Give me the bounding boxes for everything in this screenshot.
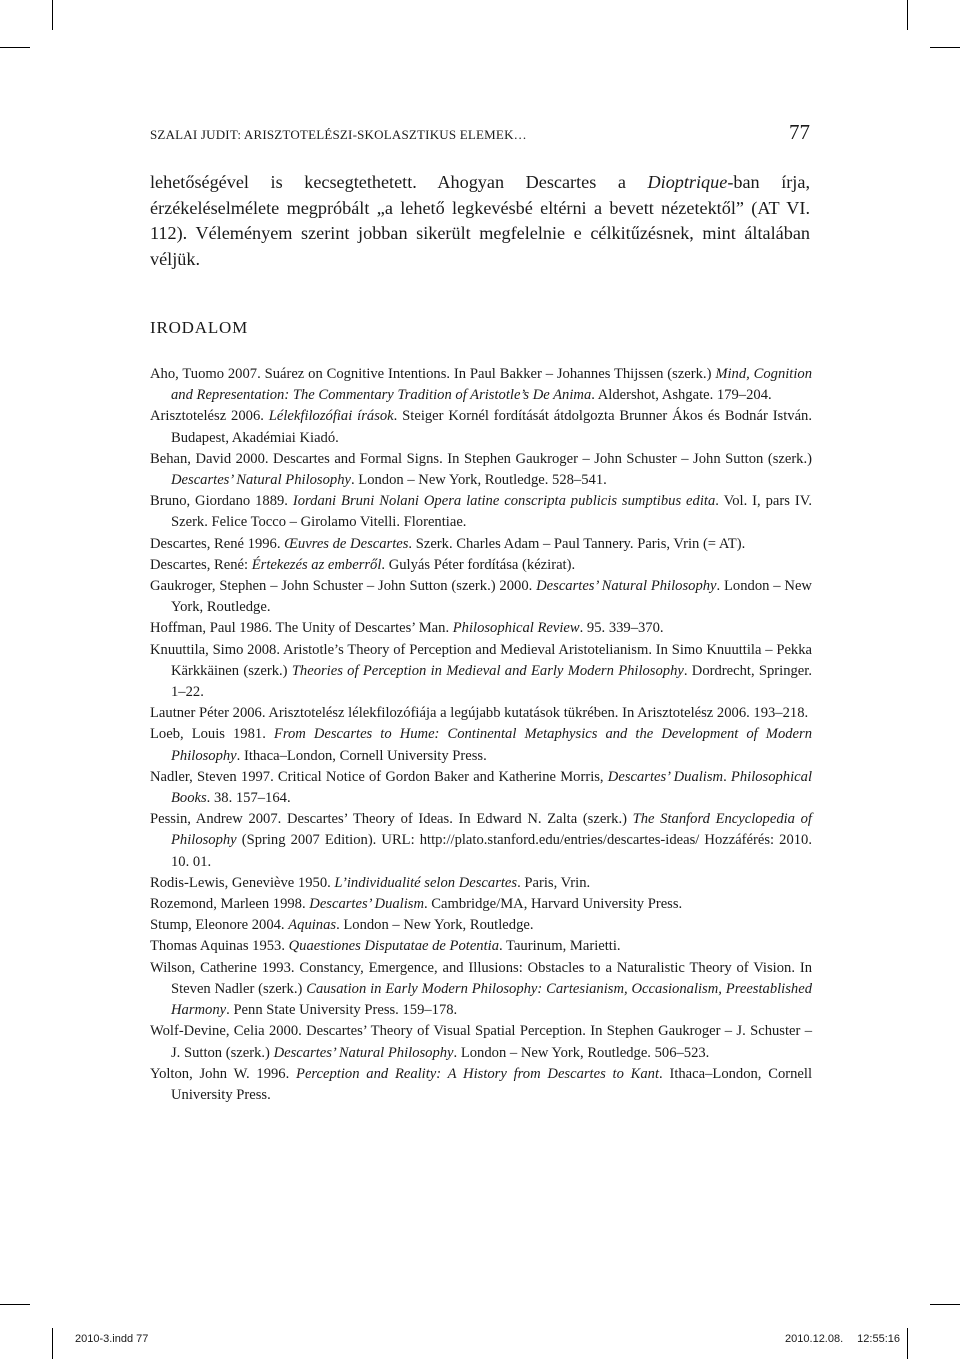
entry-text: Arisztotelész 2006. [150, 408, 269, 425]
entry-text: . Cambridge/MA, Harvard University Press. [424, 896, 683, 913]
bibliography-entry [150, 936, 812, 957]
entry-title: Quaestiones Disputatae de Potentia [288, 938, 500, 955]
bibliography-entry [150, 491, 812, 533]
entry-text: . Vol. I, pars IV. Szerk. Felice Tocco – Girolamo Vitelli. Florentiae. [171, 493, 812, 531]
entry-title: Értekezés az emberről [251, 556, 382, 573]
entry-text: Wolf-Devine, Celia 2000. Descartes’ Theory of Visual Spatial Perception. In Stephen Gaukroger – J. Schuster – J. Sutton (szerk.) [150, 1023, 812, 1061]
entry-text: . Ithaca–London, Cornell University Press. [171, 1065, 812, 1103]
bibliography-entry [150, 894, 812, 915]
entry-text: . Szerk. Charles Adam – Paul Tannery. Paris, Vrin (= AT). [408, 535, 746, 552]
body-text-run: -ban írja, érzékeléselmélete megpróbált „a lehető legkevésbé eltérni a bevett nézetektől” (AT VI. 112). Véleményem szerint jobban sikerült megfelelnie e célkitűzésnek, mint általában véljük. [150, 172, 810, 269]
entry-title: L’individualité selon Descartes [334, 874, 518, 891]
crop-mark [0, 47, 30, 48]
crop-mark [52, 1328, 53, 1359]
entry-text: Bruno, Giordano 1889. [150, 493, 293, 510]
entry-title: Descartes’ Natural Philosophy [536, 578, 717, 595]
entry-text: Wilson, Catherine 1993. Constancy, Emergence, and Illusions: Obstacles to a Naturalistic Theory of Vision. In Steven Nadler (szerk.) [150, 959, 812, 997]
bibliography-entry [150, 873, 812, 894]
entry-text: Lautner Péter 2006. Arisztotelész lélekfilozófiája a legújabb kutatások tükrében. In Arisztotelész 2006. 193–218. [150, 705, 809, 722]
entry-text: . Aldershot, Ashgate. 179–204. [591, 387, 772, 404]
entry-text: . Dordrecht, Springer. 1–22. [171, 662, 812, 701]
bibliography-entry [150, 406, 812, 448]
entry-text: Descartes, René 1996. [150, 535, 285, 552]
entry-text: . Steiger Kornél fordítását átdolgozta Brunner Ákos és Bodnár István. Budapest, Akadémiai Kiadó. [171, 408, 813, 446]
entry-text: Nadler, Steven 1997. Critical Notice of Gordon Baker and Katherine Morris, [150, 768, 608, 785]
page-header [150, 120, 810, 145]
bibliography-entry [150, 958, 812, 1022]
entry-text: (Spring 2007 Edition). URL: http://plato.stanford.edu/entries/descartes-ideas/ Hozzáférés: 2010. 10. 01. [171, 832, 812, 870]
entry-text: . London – New York, Routledge. [336, 917, 534, 934]
body-paragraph [150, 170, 810, 272]
crop-mark [930, 1304, 960, 1305]
entry-title: From Descartes to Hume: Continental Metaphysics and the Development of Modern Philosophy [171, 726, 812, 764]
bibliography-entry [150, 1064, 812, 1106]
entry-text: . London – New York, Routledge. 528–541. [350, 472, 607, 489]
entry-text: Aho, Tuomo 2007. Suárez on Cognitive Intentions. In Paul Bakker – Johannes Thijssen (szerk.) [150, 366, 716, 382]
crop-mark [52, 0, 53, 30]
bibliography-entry [150, 555, 812, 576]
entry-title: Iordani Bruni Nolani Opera latine conscripta publicis sumptibus edita [292, 493, 716, 510]
slug-file: 2010-3.indd 77 [75, 1333, 149, 1345]
entry-text: Rozemond, Marleen 1998. [150, 896, 310, 913]
entry-title: Causation in Early Modern Philosophy: Cartesianism, Occasionalism, Preestablished Harmony [171, 980, 812, 1019]
bibliography-entry [150, 767, 812, 809]
crop-mark [907, 1328, 908, 1359]
entry-text: . London – New York, Routledge. [171, 578, 812, 616]
crop-mark [0, 1304, 30, 1305]
bibliography-entry [150, 449, 812, 491]
entry-text: . Penn State University Press. 159–178. [226, 1002, 458, 1019]
bibliography-entry [150, 703, 812, 724]
entry-title: Perception and Reality: A History from Descartes to Kant [296, 1065, 660, 1082]
entry-text: . Paris, Vrin. [517, 874, 591, 891]
entry-title: Theories of Perception in Medieval and Early Modern Philosophy [291, 662, 684, 679]
entry-title: Descartes’ Natural Philosophy [171, 472, 351, 489]
entry-text: . 95. 339–370. [579, 620, 664, 637]
entry-title: Descartes’ Dualism [607, 768, 724, 785]
bibliography-entry [150, 576, 812, 618]
entry-title: Aquinas [288, 917, 337, 934]
running-head: SZALAI JUDIT: ARISZTOTELÉSZI-SKOLASZTIKUS ELEMEK… [150, 127, 527, 142]
entry-title: Descartes’ Natural Philosophy [273, 1044, 454, 1061]
entry-text: Gaukroger, Stephen – John Schuster – John Sutton (szerk.) 2000. [150, 578, 537, 595]
entry-text: . Ithaca–London, Cornell University Press. [236, 747, 487, 764]
entry-text: Thomas Aquinas 1953. [150, 938, 289, 955]
crop-mark [930, 47, 960, 48]
entry-title: Mind, Cognition and Representation: The Commentary Tradition of Aristotle’s De Anima [171, 366, 813, 404]
bibliography-entry [150, 724, 812, 766]
entry-text: . London – New York, Routledge. 506–523. [453, 1044, 710, 1061]
entry-text: . [723, 768, 731, 785]
crop-mark [907, 0, 908, 30]
body-italic-title: Dioptrique [647, 172, 728, 192]
entry-text: Hoffman, Paul 1986. The Unity of Descartes’ Man. [150, 620, 453, 637]
slug-date: 2010.12.08. [785, 1333, 844, 1345]
bibliography-entry [150, 364, 812, 406]
bibliography-entry [150, 915, 812, 936]
entry-text: Stump, Eleonore 2004. [150, 917, 289, 934]
entry-text: Pessin, Andrew 2007. Descartes’ Theory of Ideas. In Edward N. Zalta (szerk.) [150, 811, 633, 828]
entry-text: Behan, David 2000. Descartes and Formal Signs. In Stephen Gaukroger – John Schuster – John Sutton (szerk.) [150, 450, 812, 467]
bibliography-entry [150, 534, 812, 555]
entry-text: . Gulyás Péter fordítása (kézirat). [381, 556, 576, 573]
entry-text: . Taurinum, Marietti. [499, 938, 621, 955]
entry-title: Descartes’ Dualism [309, 896, 424, 913]
bibliography-entry [150, 1021, 812, 1063]
entry-text: Descartes, René: [150, 556, 252, 573]
bibliography-entry [150, 640, 812, 704]
entry-title: Philosophical Books [171, 768, 812, 807]
page-number: 77 [789, 120, 810, 144]
slug-time: 12:55:16 [857, 1333, 900, 1345]
slug-timestamp [771, 1333, 900, 1345]
entry-text: Yolton, John W. 1996. [150, 1065, 297, 1082]
entry-text: . 38. 157–164. [206, 790, 291, 807]
entry-title: Œuvres de Descartes [284, 535, 409, 552]
entry-text: Rodis-Lewis, Geneviève 1950. [150, 874, 335, 891]
entry-text: Loeb, Louis 1981. [150, 726, 274, 743]
entry-title: Lélekfilozófiai írások [268, 408, 394, 425]
entry-title: The Stanford Encyclopedia of Philosophy [171, 811, 812, 849]
entry-text: Knuuttila, Simo 2008. Aristotle’s Theory of Perception and Medieval Aristotelianism. In Simo Knuuttila – Pekka Kärkkäinen (szerk.) [150, 641, 812, 679]
bibliography-entry [150, 809, 812, 873]
bibliography-list [150, 364, 812, 1106]
bibliography-entry [150, 618, 812, 639]
body-text-run: lehetőségével is kecsegtethetett. Ahogyan Descartes a [150, 172, 648, 192]
section-heading: IRODALOM [150, 318, 249, 337]
entry-title: Philosophical Review [452, 620, 580, 637]
